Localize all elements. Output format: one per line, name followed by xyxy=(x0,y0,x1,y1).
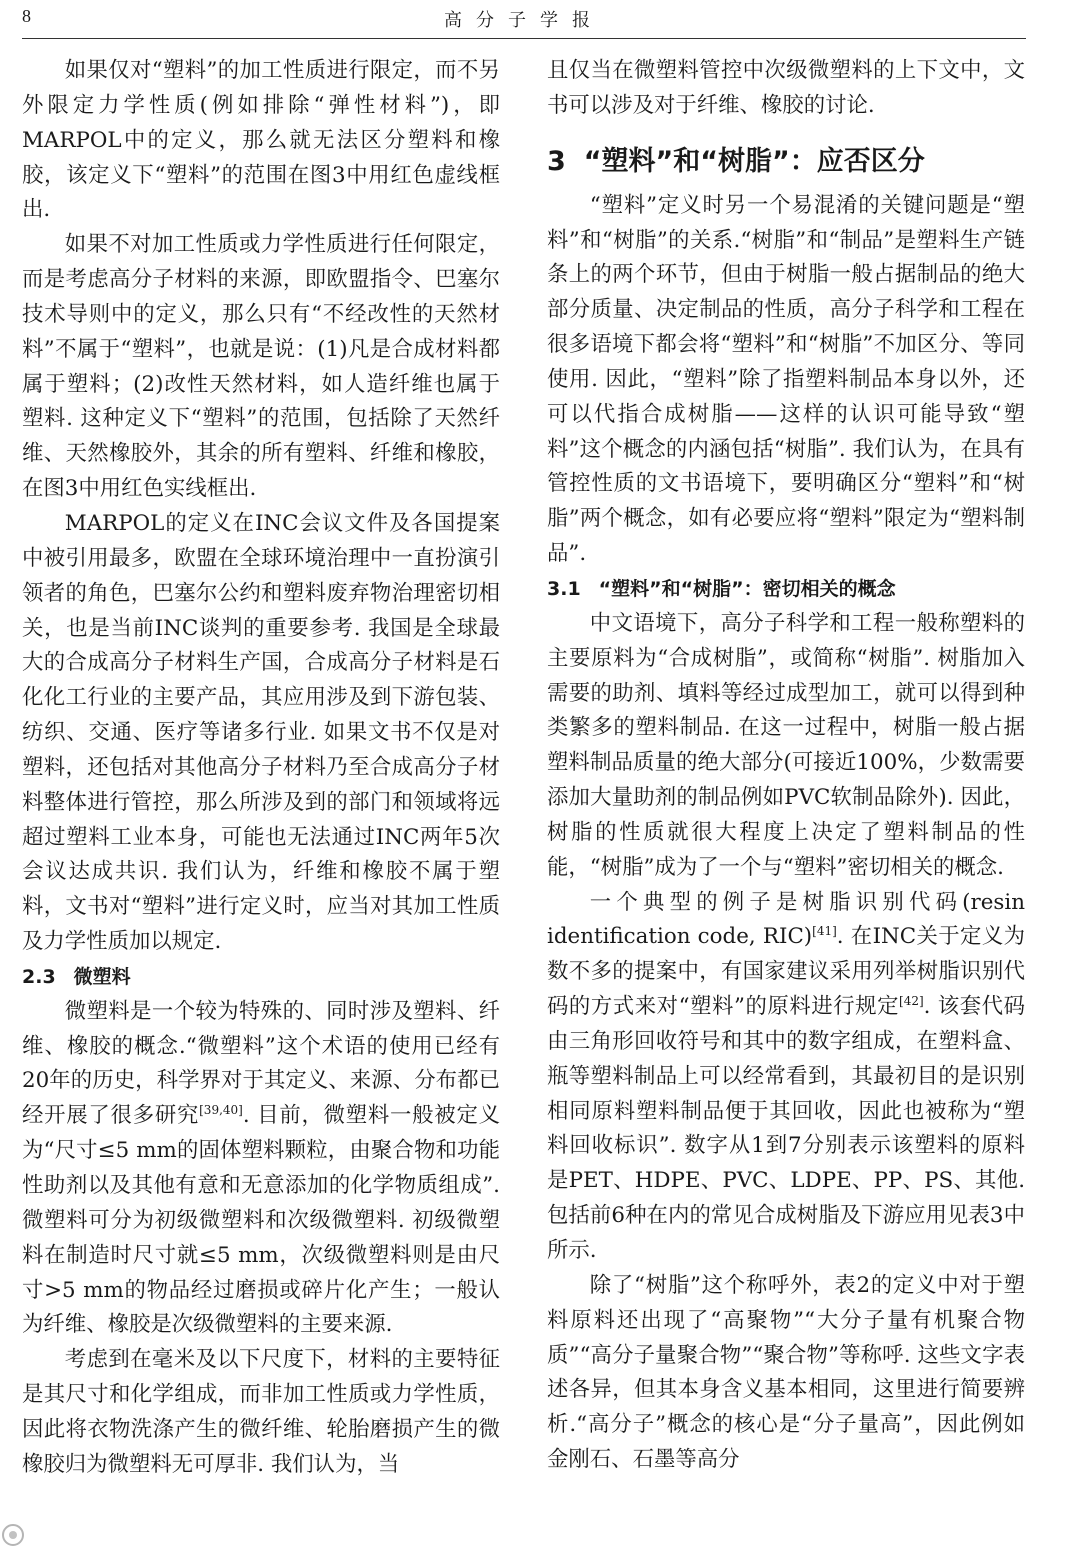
citation-ref: [39,40] xyxy=(199,1103,243,1118)
paragraph-text: 微塑料是一个较为特殊的、同时涉及塑料、纤维、橡胶的概念.“微塑料”这个术语的使用已经有20年的历史，科学界对于其定义、来源、分布都已经开展了很多研究 xyxy=(22,998,500,1129)
citation-ref: [41] xyxy=(812,924,837,939)
right-column xyxy=(547,54,1025,1478)
left-column xyxy=(22,54,500,1483)
paragraph xyxy=(22,995,500,1343)
page-number: 8 xyxy=(22,6,31,26)
paragraph: 中文语境下，高分子科学和工程一般称塑料的主要原料为“合成树脂”，或简称“树脂”. 树脂加入需要的助剂、填料等经过成型加工，就可以得到种类繁多的塑料制品. 在这一过程中，树脂一般占据塑料制品质量的绝大部分(可接近100%，少数需要添加大量助剂的制品例如PVC软制品除外). 因此，树脂的性质就很大程度上决定了塑料制品的性能，“树脂”成为了一个与“塑料”密切相关的概念. xyxy=(547,610,1025,880)
paragraph: MARPOL的定义在INC会议文件及各国提案中被引用最多，欧盟在全球环境治理中一直扮演引领者的角色，巴塞尔公约和塑料废弃物治理密切相关，也是当前INC谈判的重要参考. 我国是全球最大的合成高分子材料生产国，合成高分子材料是石化化工行业的主要产品，其应用涉及到下游包装、纺织、交通、医疗等诸多行业. 如果文书不仅是对塑料，还包括对其他高分子材料乃至合成高分子材料整体进行管控，那么所涉及到的部门和领域将远超过塑料工业本身，可能也无法通过INC两年5次会议达成共识. 我们认为，纤维和橡胶不属于塑料，文书对“塑料”进行定义时，应当对其加工性质及力学性质加以规定. xyxy=(22,510,500,955)
section-number: 3 xyxy=(547,145,566,177)
paragraph: 如果仅对“塑料”的加工性质进行限定，而不另外限定力学性质(例如排除“弹性材料”)，即MARPOL中的定义，那么就无法区分塑料和橡胶，该定义下“塑料”的范围在图3中用红色虚线框出. xyxy=(22,58,500,223)
section-title: “塑料”和“树脂”：应否区分 xyxy=(583,145,925,177)
paragraph: 如果不对加工性质或力学性质进行任何限定，而是考虑高分子材料的来源，即欧盟指令、巴塞尔技术导则中的定义，那么只有“不经改性的天然材料”不属于“塑料”，也就是说：(1)凡是合成材料都属于塑料；(2)改性天然材料，如人造纤维也属于塑料. 这种定义下“塑料”的范围，包括除了天然纤维、天然橡胶外，其余的所有塑料、纤维和橡胶，在图3中用红色实线框出. xyxy=(22,232,500,502)
paragraph xyxy=(547,886,1025,1269)
watermark-icon xyxy=(0,1522,26,1548)
paragraph-text: . 在INC关于定义为数不多的提案中，有国家建议采用列举树脂识别代码的方式来对“塑料”的原料进行规定 xyxy=(547,924,1025,1020)
paragraph-text: . 目前，微塑料一般被定义为“尺寸≤5 mm的固体塑料颗粒，由聚合物和功能性助剂以及其他有意和无意添加的化学物质组成”. 微塑料可分为初级微塑料和次级微塑料. 初级微塑料在制造时尺寸就≤5 mm，次级微塑料则是由尺寸>5 mm的物品经过磨损或碎片化产生；一般认为纤维、橡胶是次级微塑料的主要来源. xyxy=(22,1103,500,1338)
paragraph: “塑料”定义时另一个易混淆的关键问题是“塑料”和“树脂”的关系.“树脂”和“制品”是塑料生产链条上的两个环节，但由于树脂一般占据制品的绝大部分质量、决定制品的性质，高分子科学和工程在很多语境下都会将“塑料”和“树脂”不加区分、等同使用. 因此，“塑料”除了指塑料制品本身以外，还可以代指合成树脂——这样的认识可能导致“塑料”这个概念的内涵包括“树脂”. 我们认为，在具有管控性质的文书语境下，要明确区分“塑料”和“树脂”两个概念，如有必要应将“塑料”限定为“塑料制品”. xyxy=(547,192,1025,567)
section-number: 3.1 xyxy=(547,577,581,600)
paragraph: 考虑到在毫米及以下尺度下，材料的主要特征是其尺寸和化学组成，而非加工性质或力学性质，因此将衣物洗涤产生的微纤维、轮胎磨损产生的微橡胶归为微塑料无可厚非. 我们认为，当 xyxy=(22,1347,500,1477)
section-heading-3-1 xyxy=(547,572,1025,607)
section-title: “塑料”和“树脂”：密切相关的概念 xyxy=(598,577,896,600)
paragraph-text: . 该套代码由三角形回收符号和其中的数字组成，在塑料盒、瓶等塑料制品上可以经常看到，其最初目的是识别相同原料塑料制品便于其回收，因此也被称为“塑料回收标识”. 数字从1到7分别表示该塑料的原料是PET、HDPE、PVC、LDPE、PP、PS、其他. 包括前6种在内的常见合成树脂及下游应用见表3中所示. xyxy=(547,994,1025,1263)
paragraph-text: 一个典型的例子是树脂识别代码(resin identification code, RIC) xyxy=(547,889,1025,950)
citation-ref: [42] xyxy=(899,994,924,1009)
journal-title: 高分子学报 xyxy=(444,10,604,31)
watermark-logo xyxy=(0,1522,150,1552)
section-number: 2.3 xyxy=(22,965,56,988)
section-heading-2-3 xyxy=(22,960,500,995)
paragraph: 且仅当在微塑料管控中次级微塑料的上下文中，文书可以涉及对于纤维、橡胶的讨论. xyxy=(547,58,1025,118)
section-heading-3 xyxy=(547,145,1025,179)
paragraph: 除了“树脂”这个称呼外，表2的定义中对于塑料原料还出现了“高聚物”“大分子量有机聚合物质”“高分子量聚合物”“聚合物”等称呼. 这些文字表述各异，但其本身含义基本相同，这里进行简要辨析.“高分子”概念的核心是“分子量高”，因此例如金刚石、石墨等高分 xyxy=(547,1272,1025,1473)
running-header xyxy=(22,0,1026,39)
section-title: 微塑料 xyxy=(73,965,131,988)
